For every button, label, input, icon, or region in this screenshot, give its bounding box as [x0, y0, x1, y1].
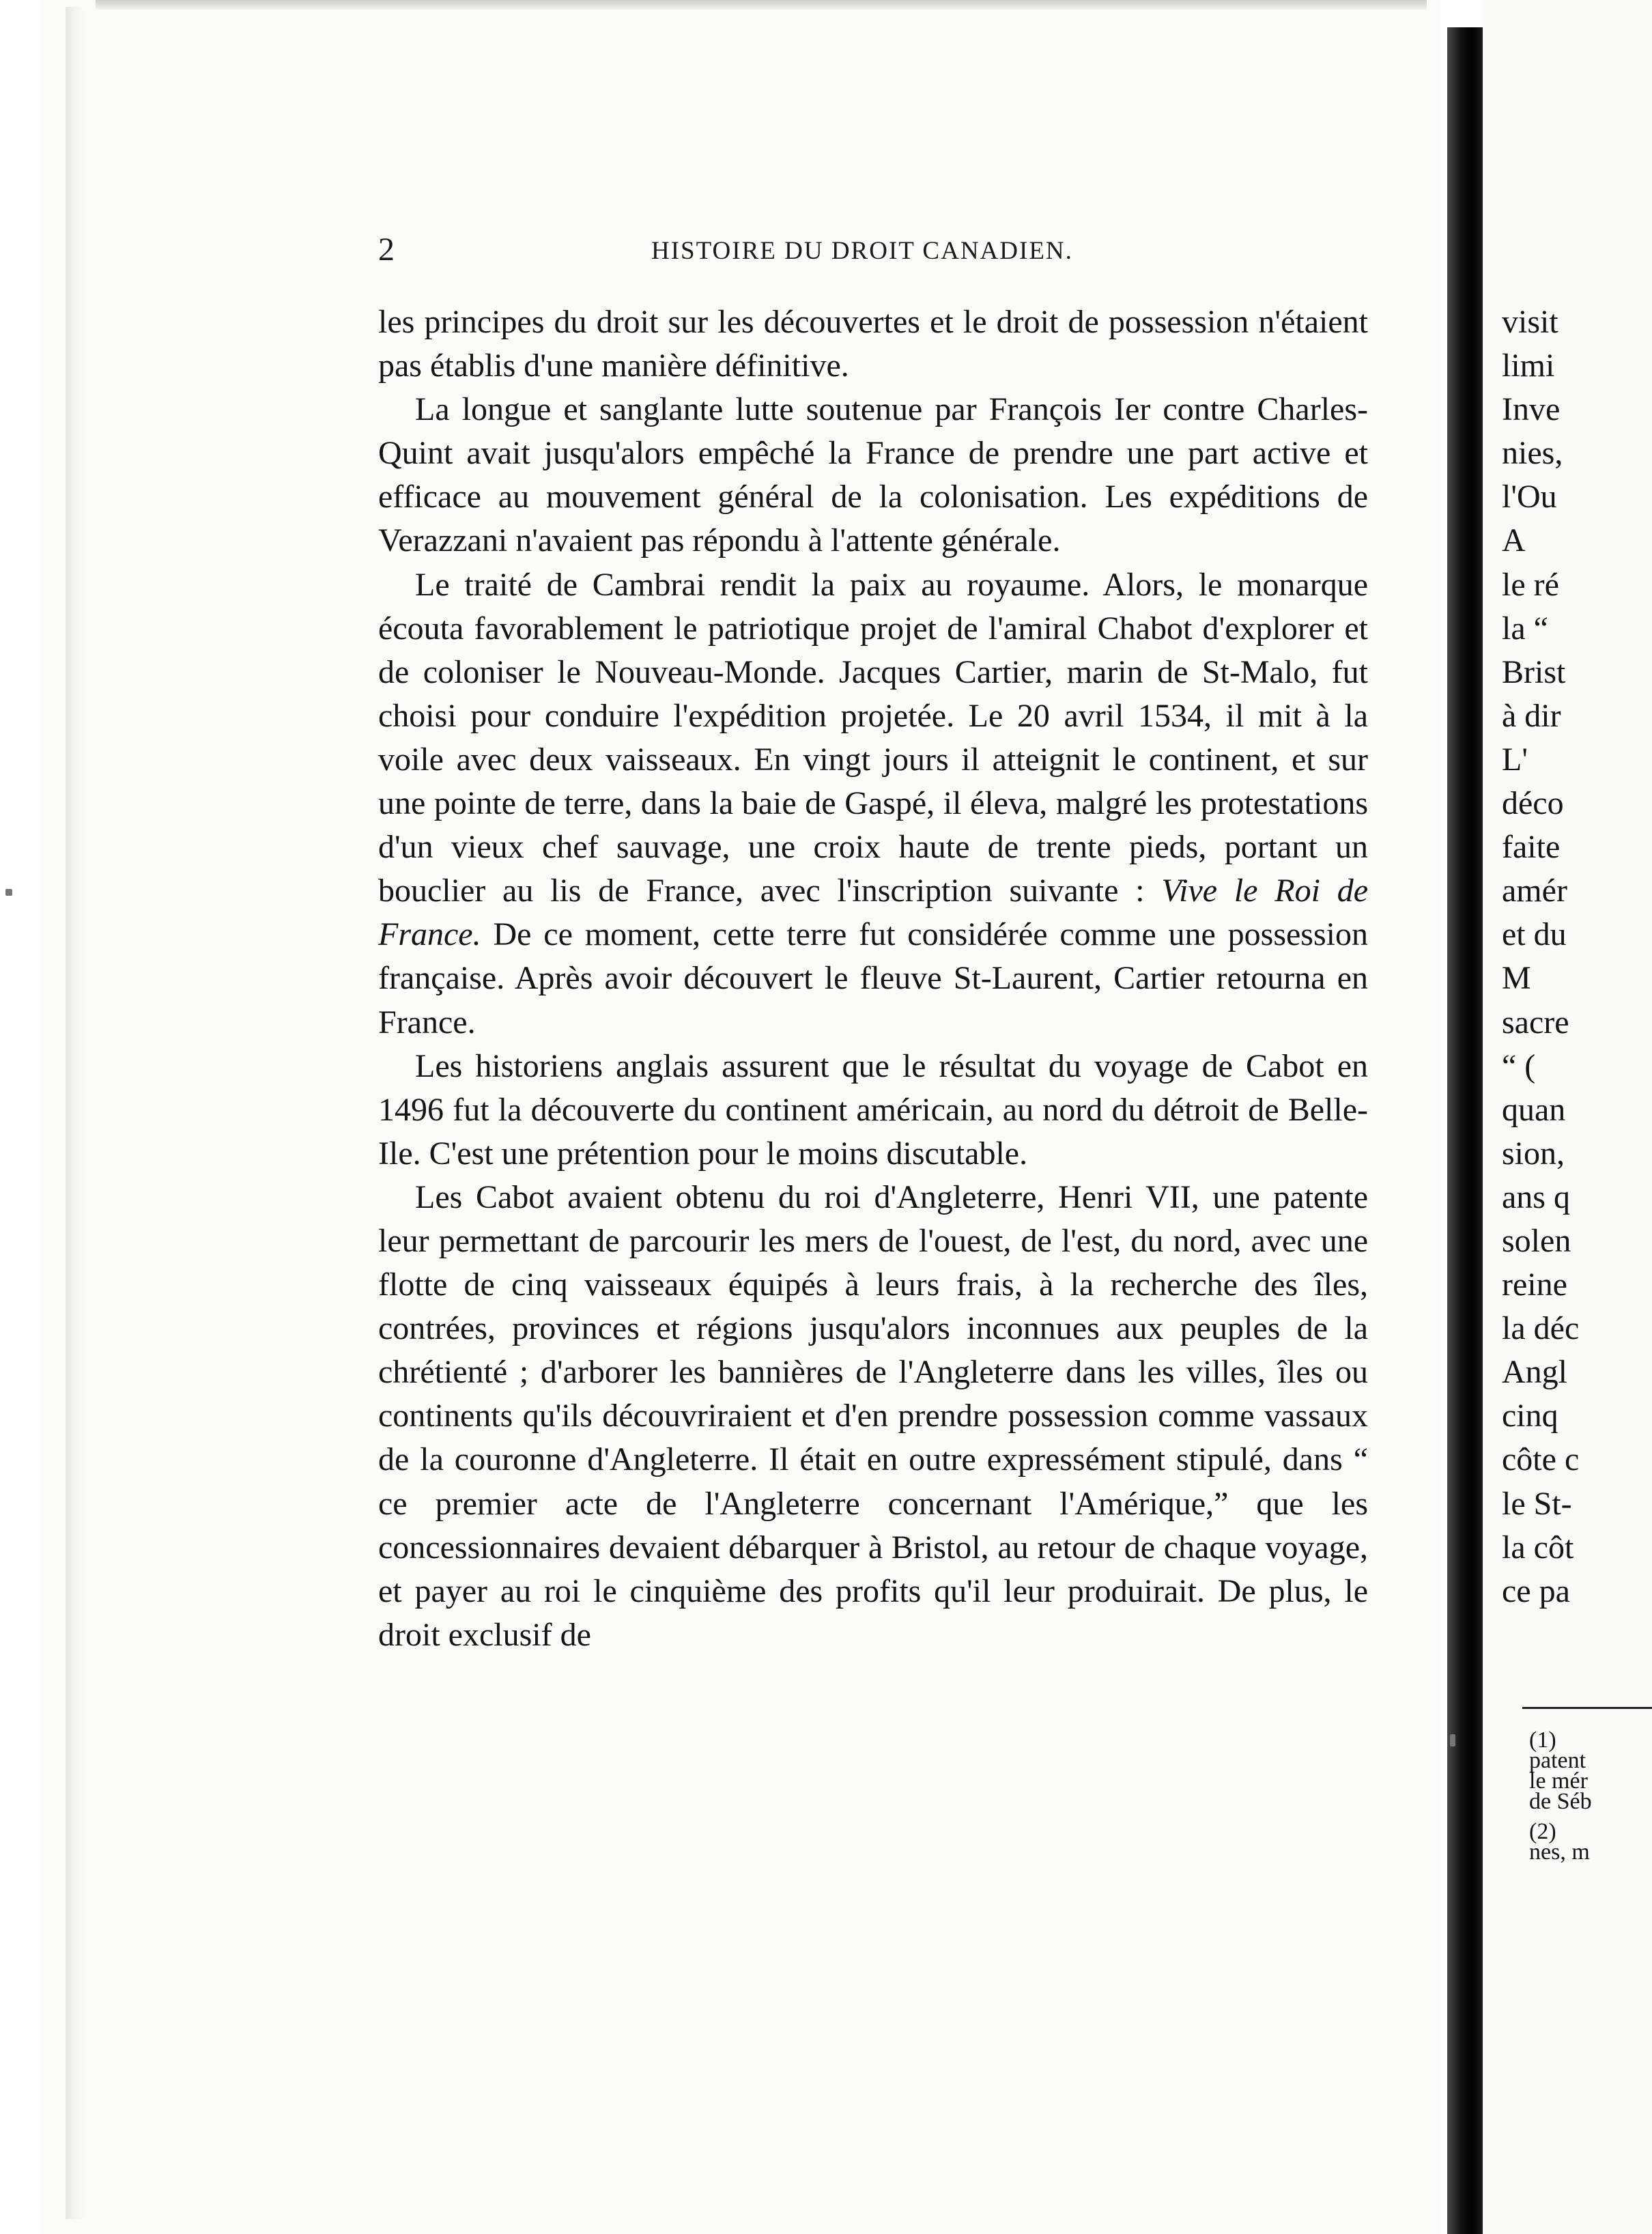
running-head: [378, 231, 1382, 272]
facing-page-line: faite: [1502, 829, 1561, 866]
facing-page-footnote-line: de Séb: [1529, 1789, 1592, 1814]
facing-page-line: le ré: [1502, 566, 1559, 603]
facing-page-line: la déc: [1502, 1310, 1580, 1347]
facing-page-footnote-line: le mér: [1529, 1768, 1588, 1794]
book-gutter: [1447, 27, 1483, 2234]
body-paragraph: [378, 388, 1368, 563]
paragraph-text: Les historiens anglais assurent que le résultat du voyage de Cabot en 1496 fut la découverte du continent américain, au nord du détroit de Belle-Ile. C'est une prétention pour le moins discutable.: [378, 1047, 1368, 1172]
facing-page-line: amér: [1502, 873, 1567, 909]
paragraph-text: De ce moment, cette terre fut considérée comme une possession française. Après avoir découvert le fleuve St-Laurent, Cartier retourna en France.: [378, 916, 1368, 1041]
facing-page-line: visit: [1502, 304, 1558, 340]
facing-page-line: cinq: [1502, 1398, 1558, 1434]
page-top-edge: [96, 0, 1427, 10]
facing-page-line: nies,: [1502, 435, 1563, 472]
body-paragraph: [378, 1176, 1368, 1657]
facing-page-footnote-line: patent: [1529, 1748, 1586, 1773]
facing-page-line: solen: [1502, 1222, 1571, 1259]
facing-page-line: déco: [1502, 785, 1564, 822]
facing-page-footnote-line: nes, m: [1529, 1839, 1590, 1865]
facing-page-line: Angl: [1502, 1354, 1567, 1391]
facing-page-line: et du: [1502, 916, 1567, 953]
facing-page-line: la côt: [1502, 1529, 1574, 1566]
facing-page-text-fragment: [1502, 300, 1652, 1613]
scan-speck: [5, 889, 12, 896]
facing-page-line: côte c: [1502, 1441, 1580, 1478]
facing-page-line: quan: [1502, 1091, 1566, 1128]
paragraph-text: Le traité de Cambrai rendit la paix au royaume. Alors, le monarque écouta favorablement le patriotique projet de l'amiral Chabot d'explorer et de coloniser le Nouveau-Monde. Jacques Cartier, marin de St-Malo, fut choisi pour conduire l'expédition projetée. Le 20 avril 1534, il mit à la voile avec deux vaisseaux. En vingt jours il atteignit le continent, et sur une pointe de terre, dans la baie de Gaspé, il éleva, malgré les protestations d'un vieux chef sauvage, une croix haute de trente pieds, portant un bouclier au lis de France, avec l'inscription suivante :: [378, 566, 1368, 909]
facing-page-line: le St-: [1502, 1485, 1572, 1522]
facing-page-footnotes: [1529, 1727, 1652, 1865]
facing-page-line: Inve: [1502, 391, 1561, 428]
page-left-edge: [66, 7, 86, 2219]
facing-page-line: à dir: [1502, 697, 1561, 734]
footnote-rule: [1522, 1707, 1652, 1709]
paragraph-text: les principes du droit sur les découvertes et le droit de possession n'étaient pas établis d'une manière définitive.: [378, 304, 1368, 384]
facing-page-line: ans q: [1502, 1178, 1570, 1215]
page-number: 2: [378, 231, 395, 268]
page-body-text: [378, 300, 1368, 1657]
facing-page-line: reine: [1502, 1267, 1567, 1303]
italic-inscription: Vive le Roi de France.: [378, 873, 1369, 953]
running-head-title: HISTOIRE DU DROIT CANADIEN.: [651, 237, 1073, 265]
facing-page-line: limi: [1502, 348, 1555, 384]
facing-page-line: “ (: [1502, 1047, 1536, 1084]
paragraph-text: La longue et sanglante lutte soutenue par François Ier contre Charles-Quint avait jusqu'alors empêché la France de prendre une part active et efficace au mouvement général de la colonisation. Les expéditions de Verazzani n'avaient pas répondu à l'attente générale.: [378, 391, 1368, 559]
facing-page-line: sion,: [1502, 1135, 1565, 1172]
scan-speck: [1450, 1734, 1455, 1747]
body-paragraph: [378, 563, 1368, 1045]
paragraph-text: Les Cabot avaient obtenu du roi d'Angleterre, Henri VII, une patente leur permettant de parcourir les mers de l'ouest, de l'est, du nord, avec une flotte de cinq vaisseaux équipés à leurs frais, à la recherche des îles, contrées, provinces et régions jusqu'alors inconnues aux peuples de la chrétienté ; d'arborer les bannières de l'Angleterre dans les villes, îles ou continents qu'ils découvriraient et d'en prendre possession comme vassaux de la couronne d'Angleterre. Il était en outre expressément stipulé, dans “ ce premier acte de l'Angleterre concernant l'Amérique,” que les concessionnaires devaient débarquer à Bristol, au retour de chaque voyage, et payer au roi le cinquième des profits qu'il leur produirait. De plus, le droit exclusif de: [378, 1178, 1368, 1653]
body-paragraph: [378, 300, 1368, 388]
facing-page-line: ce pa: [1502, 1572, 1570, 1609]
facing-page-line: A: [1502, 522, 1526, 559]
facing-page-line: l'Ou: [1502, 479, 1557, 515]
body-paragraph: [378, 1045, 1368, 1176]
facing-page-footnote-line: (1): [1529, 1727, 1556, 1753]
facing-page-line: M: [1502, 960, 1531, 997]
facing-page-line: Brist: [1502, 653, 1566, 690]
facing-page-line: L': [1502, 741, 1528, 778]
facing-page-footnote-line: (2): [1529, 1819, 1556, 1844]
facing-page-line: sacre: [1502, 1004, 1569, 1041]
facing-page-line: la “: [1502, 610, 1548, 647]
